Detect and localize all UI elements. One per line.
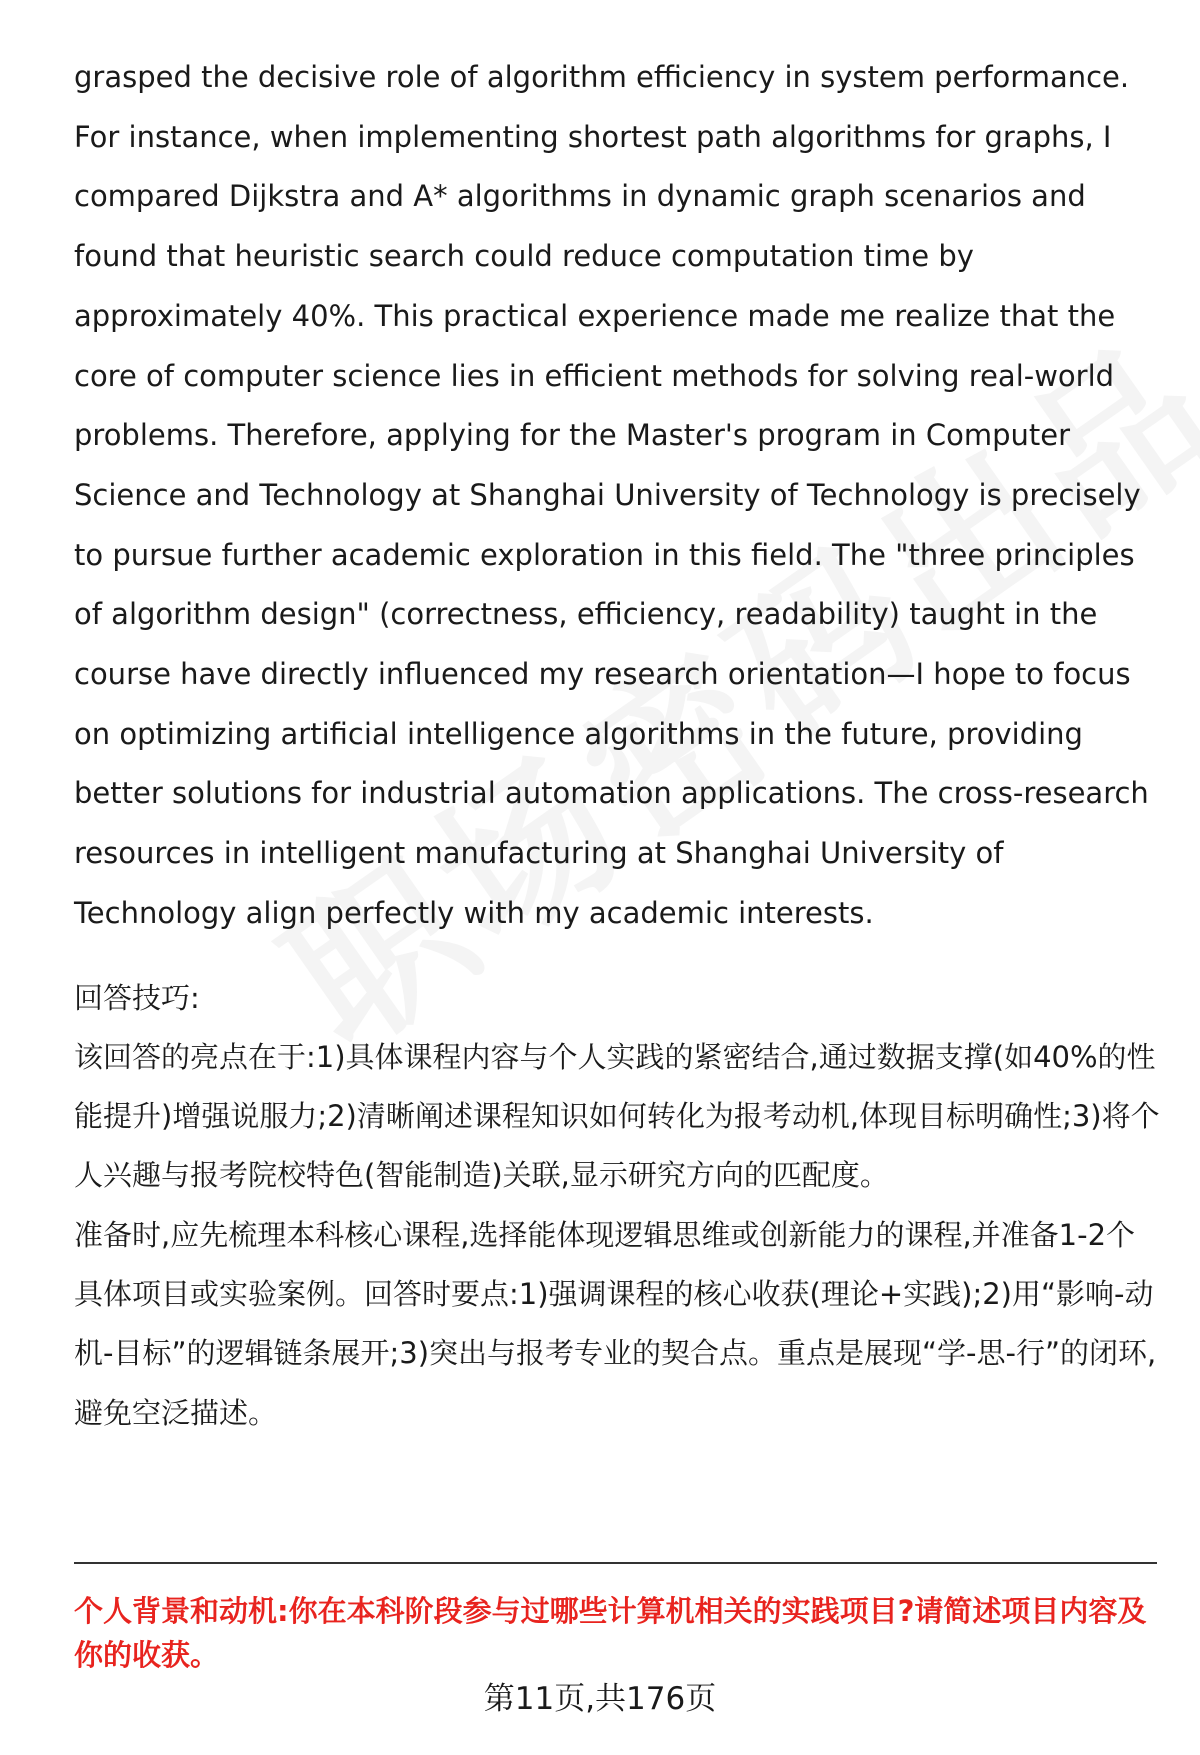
answer-tips-section xyxy=(74,969,1164,1443)
tips-heading: 回答技巧: xyxy=(74,980,200,1015)
document-body xyxy=(74,48,1164,1443)
tips-preparation-paragraph: 准备时,应先梳理本科核心课程,选择能体现逻辑思维或创新能力的课程,并准备1-2个具体项目或实验案例。回答时要点:1)强调课程的核心收获(理论+实践);2)用“影响-动机-目标”的逻辑链条展开;3)突出与报考专业的契合点。重点是展现“学-思-行”的闭环,避免空泛描述。 xyxy=(74,1217,1157,1430)
page-footer: 第11页,共176页 xyxy=(483,1681,717,1717)
section-divider xyxy=(74,1562,1157,1564)
next-question-heading: 个人背景和动机:你在本科阶段参与过哪些计算机相关的实践项目?请简述项目内容及你的收获。 xyxy=(74,1594,1147,1672)
answer-paragraph: grasped the decisive role of algorithm efficiency in system performance. For instance, when implementing shortest path algorithms for graphs, I compared Dijkstra and A* algorithms in dynamic graph scenarios and found that heuristic search could reduce computation time by approximately 40%. This practical experience made me realize that the core of computer science lies in efficient methods for solving real-world problems. Therefore, applying for the Master's program in Computer Science and Technology at Shanghai University of Technology is precisely to pursue further academic exploration in this field. The "three principles of algorithm design" (correctness, efficiency, readability) taught in the course have directly influenced my research orientation—I hope to focus on optimizing artificial intelligence algorithms in the future, providing better solutions for industrial automation applications. The cross-research resources in intelligent manufacturing at Shanghai University of Technology align perfectly with my academic interests. xyxy=(74,60,1149,930)
tips-highlight-paragraph: 该回答的亮点在于:1)具体课程内容与个人实践的紧密结合,通过数据支撑(如40%的性能提升)增强说服力;2)清晰阐述课程知识如何转化为报考动机,体现目标明确性;3)将个人兴趣与报考院校特色(智能制造)关联,显示研究方向的匹配度。 xyxy=(74,1039,1160,1193)
